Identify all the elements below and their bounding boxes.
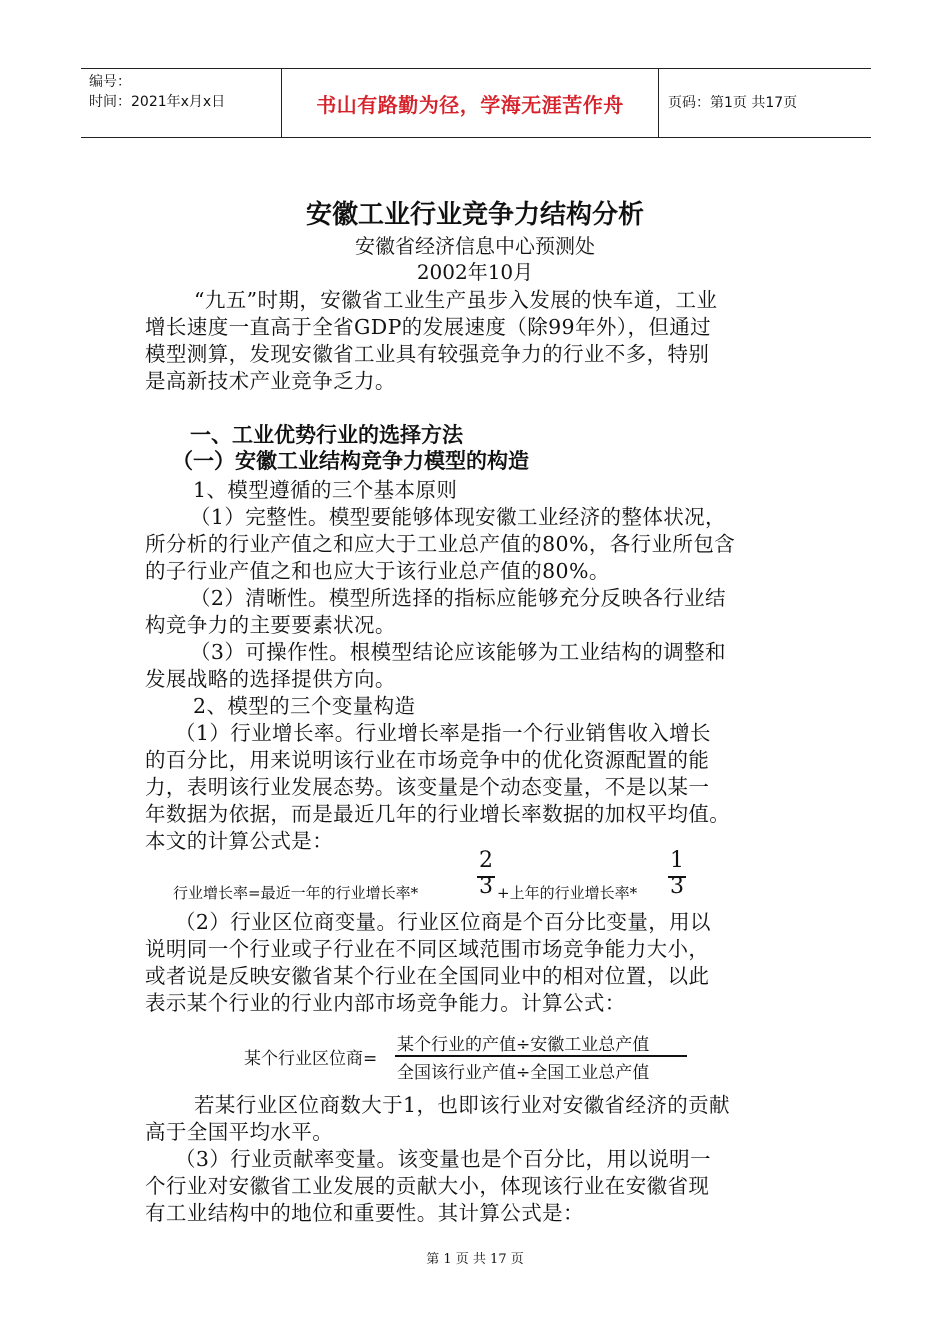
paragraph-line: 的子行业产值之和也应大于该行业总产值的80%。 <box>145 559 610 583</box>
paragraph-line: 构竞争力的主要要素状况。 <box>145 613 396 637</box>
paragraph-line: 或者说是反映安徽省某个行业在全国同业中的相对位置，以此 <box>145 964 710 988</box>
fraction-bar <box>395 1055 687 1057</box>
document-title: 安徽工业行业竞争力结构分析 <box>305 200 644 230</box>
item-heading: 1、模型遵循的三个基本原则 <box>193 478 458 502</box>
code-label: 编号： <box>89 74 131 90</box>
paragraph-line: （2）行业区位商变量。行业区位商是个百分比变量，用以 <box>175 910 711 934</box>
intro-line: “九五”时期，安徽省工业生产虽步入发展的快车道，工业 <box>194 288 718 312</box>
paragraph-line: （3）行业贡献率变量。该变量也是个百分比，用以说明一 <box>175 1147 711 1171</box>
paragraph-line: 年数据为依据，而是最近几年的行业增长率数据的加权平均值。 <box>145 802 731 826</box>
fraction-numerator: 1 <box>670 848 684 873</box>
formula-numerator: 某个行业的产值÷安徽工业总产值 <box>397 1035 650 1055</box>
document-header <box>81 68 871 138</box>
paragraph-line: 若某行业区位商数大于1，也即该行业对安徽省经济的贡献 <box>194 1093 730 1117</box>
intro-line: 是高新技术产业竞争乏力。 <box>145 369 396 393</box>
subsection-heading: （一）安徽工业结构竞争力模型的构造 <box>172 448 529 473</box>
fraction-numerator: 2 <box>479 848 493 873</box>
date-line: 时间：2021年x月x日 <box>89 94 226 110</box>
intro-line: 模型测算，发现安徽省工业具有较强竞争力的行业不多，特别 <box>145 342 710 366</box>
page-info: 页码：第1页 共17页 <box>668 95 798 111</box>
paragraph-line: （3）可操作性。根模型结论应该能够为工业结构的调整和 <box>190 640 726 664</box>
paragraph-line: 说明同一个行业或子行业在不同区域范围市场竞争能力大小， <box>145 937 710 961</box>
intro-line: 增长速度一直高于全省GDP的发展速度（除99年外），但通过 <box>145 315 712 339</box>
section-heading: 一、工业优势行业的选择方法 <box>190 423 463 447</box>
formula-text-a: 行业增长率=最近一年的行业增长率* <box>173 884 419 902</box>
formula-denominator: 全国该行业产值÷全国工业总产值 <box>397 1063 650 1083</box>
formula-text-b: +上年的行业增长率* <box>497 884 638 902</box>
paragraph-line: 有工业结构中的地位和重要性。其计算公式是： <box>145 1201 584 1225</box>
paragraph-line: 个行业对安徽省工业发展的贡献大小，体现该行业在安徽省现 <box>145 1174 710 1198</box>
paragraph-line: 力，表明该行业发展态势。该变量是个动态变量，不是以某一 <box>145 775 710 799</box>
fraction-denominator: 3 <box>670 874 684 899</box>
document-org: 安徽省经济信息中心预测处 <box>355 234 595 258</box>
paragraph-line: 表示某个行业的行业内部市场竞争能力。计算公式： <box>145 991 626 1015</box>
formula-lhs: 某个行业区位商= <box>244 1049 378 1069</box>
document-date: 2002年10月 <box>416 260 534 284</box>
paragraph-line: （2）清晰性。模型所选择的指标应能够充分反映各行业结 <box>190 586 726 610</box>
paragraph-line: 所分析的行业产值之和应大于工业总产值的80%，各行业所包含 <box>145 532 736 556</box>
paragraph-line: 发展战略的选择提供方向。 <box>145 667 396 691</box>
paragraph-line: 高于全国平均水平。 <box>145 1120 334 1144</box>
paragraph-line: （1）完整性。模型要能够体现安徽工业经济的整体状况， <box>190 505 726 529</box>
header-meta-cell <box>81 69 282 137</box>
paragraph-line: 的百分比，用来说明该行业在市场竞争中的优化资源配置的能 <box>145 748 710 772</box>
page-footer: 第 1 页 共 17 页 <box>426 1252 524 1267</box>
fraction-denominator: 3 <box>479 874 493 899</box>
paragraph-line: 本文的计算公式是： <box>145 829 334 853</box>
item-heading: 2、模型的三个变量构造 <box>193 694 416 718</box>
paragraph-line: （1）行业增长率。行业增长率是指一个行业销售收入增长 <box>175 721 711 745</box>
motto-cell <box>282 69 659 137</box>
motto: 书山有路勤为径，学海无涯苦作舟 <box>316 92 624 117</box>
page-info-cell <box>660 69 871 137</box>
